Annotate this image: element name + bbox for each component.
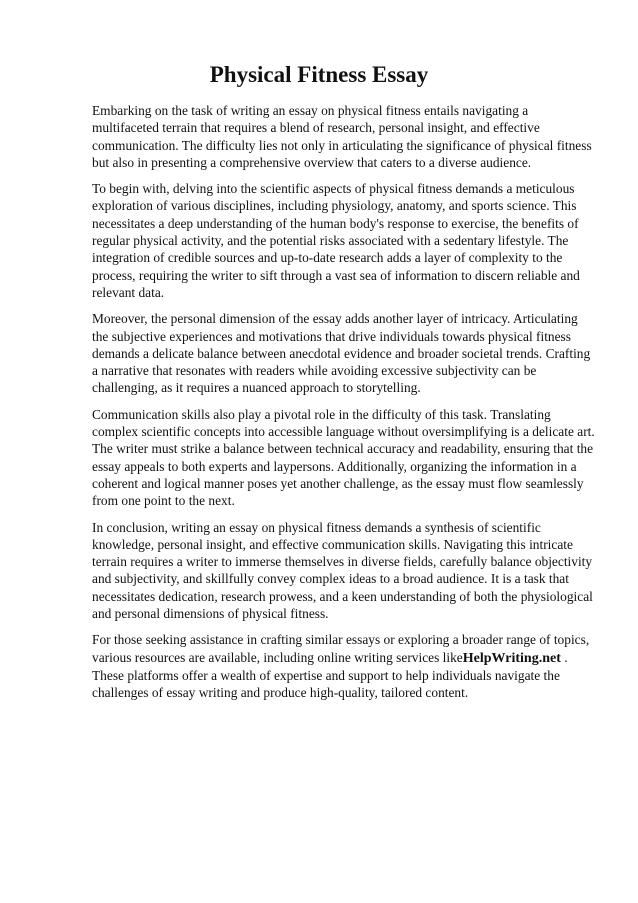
paragraph-personal: Moreover, the personal dimension of the essay adds another layer of intricacy. Articulating the subjective experiences and motivations that drive individuals towards physical fitness demands a delicate balance between anecdotal evidence and broader societal trends. Crafting a narrative that resonates with readers while avoiding excessive subjectivity can be challenging, as it requires a nuanced approach to storytelling. (92, 311, 591, 396)
helpwriting-link[interactable]: HelpWriting.net (462, 650, 561, 666)
paragraph-conclusion: In conclusion, writing an essay on physical fitness demands a synthesis of scientific knowledge, personal insight, and effective communication skills. Navigating this intricate terrain requires a writer to immerse themselves in diverse fields, carefully balance objectivity and subjectivity, and skillfully convey complex ideas to a broad audience. It is a task that necessitates dedication, research prowess, and a keen understanding of both the physiological and personal dimensions of physical fitness. (92, 519, 593, 622)
paragraph-scientific: To begin with, delving into the scientific aspects of physical fitness demands a meticulous exploration of various disciplines, including physiology, anatomy, and sports science. This necessitates a deep understanding of the human body's response to exercise, the benefits of regular physical activity, and the potential risks associated with a sedentary lifestyle. The integration of credible sources and up-to-date research adds a layer of complexity to the process, requiring the writer to sift through a vast sea of information to discern reliable and relevant data. (92, 181, 580, 300)
resources-text-after: . These platforms offer a wealth of expertise and support to help individuals navigate the challenges of essay writing and produce high-quality, tailored content. (92, 649, 568, 701)
document-title: Physical Fitness Essay (209, 62, 429, 87)
paragraph-resources (92, 631, 596, 701)
paragraph-intro: Embarking on the task of writing an essay on physical fitness entails navigating a multifaceted terrain that requires a blend of research, personal insight, and effective communication. The difficulty lies not only in articulating the significance of physical fitness but also in presenting a comprehensive overview that caters to a diverse audience. (92, 103, 592, 170)
resources-text-before: For those seeking assistance in crafting similar essays or exploring a broader range of topics, various resources are available, including online writing services like (92, 632, 590, 665)
paragraph-communication: Communication skills also play a pivotal role in the difficulty of this task. Translating complex scientific concepts into accessible language without oversimplifying is a delicate art. The writer must strike a balance between technical accuracy and readability, ensuring that the essay appeals to both experts and laypersons. Additionally, organizing the information in a coherent and logical manner poses yet another challenge, as the essay must flow seamlessly from one point to the next. (92, 406, 595, 509)
